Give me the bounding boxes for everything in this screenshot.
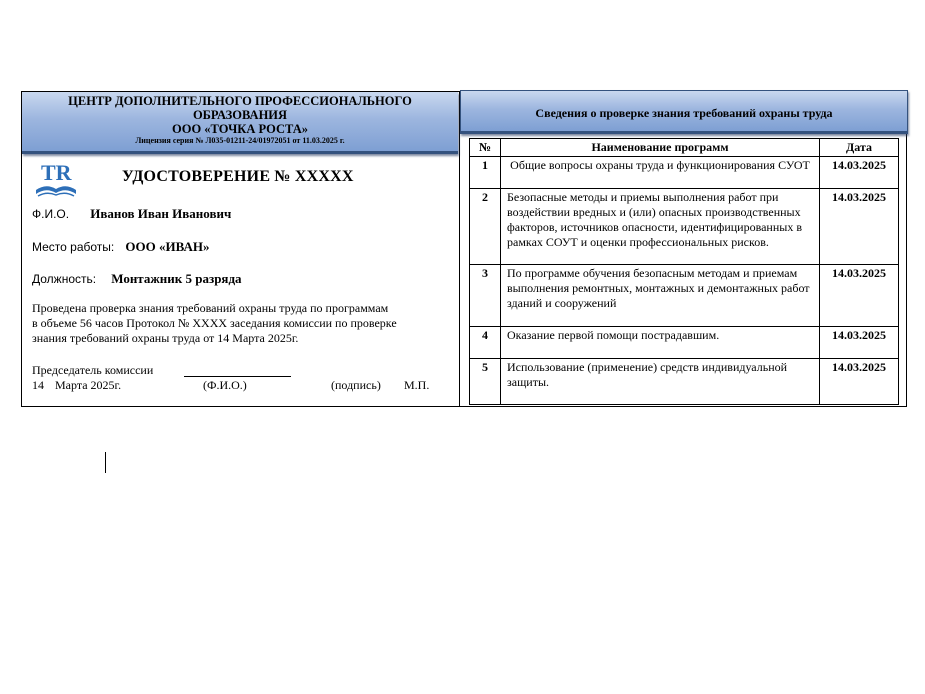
table-row: [470, 327, 899, 359]
org-name-line1: ЦЕНТР ДОПОЛНИТЕЛЬНОГО ПРОФЕССИОНАЛЬНОГО: [68, 94, 412, 108]
program-date: 14.03.2025: [820, 359, 899, 405]
table-header-row: [470, 139, 899, 157]
program-name: Безопасные методы и приемы выполнения работ при воздействии вредных и (или) опасных производственных факторов, источников опасности, идентифицированных в рамках СОУТ и оценки профессиональных рисков.: [501, 189, 820, 265]
signature-line: [184, 376, 291, 377]
position-value: Монтажник 5 разряда: [111, 271, 242, 286]
header-program-name: Наименование программ: [501, 139, 820, 157]
table-row: [470, 359, 899, 405]
right-header-title: Сведения о проверке знания требований охраны труда: [535, 106, 833, 120]
header-date: Дата: [820, 139, 899, 157]
work-value: ООО «ИВАН»: [125, 239, 210, 254]
program-name: Использование (применение) средств индивидуальной защиты.: [501, 359, 820, 405]
program-name: По программе обучения безопасным методам и приемам выполнения ремонтных, монтажных и демонтажных работ зданий и сооружений: [501, 265, 820, 327]
program-date: 14.03.2025: [820, 189, 899, 265]
verification-paragraph: [32, 301, 457, 346]
program-date: 14.03.2025: [820, 157, 899, 189]
row-number: 4: [470, 327, 501, 359]
org-name-line2: ОБРАЗОВАНИЯ: [192, 108, 288, 122]
row-number: 1: [470, 157, 501, 189]
paragraph-line3: знания требований охраны труда от 14 Марта 2025г.: [32, 331, 299, 345]
fio-row: [32, 206, 231, 222]
signature-caption: (подпись): [331, 378, 381, 392]
table-row: [470, 189, 899, 265]
position-label: Должность:: [32, 272, 97, 286]
license-text: Лицензия серия № Л035-01211-24/01972051 от 11.03.2025 г.: [135, 136, 345, 145]
table-row: [470, 157, 899, 189]
position-row: [32, 271, 242, 287]
date-row: [32, 378, 121, 393]
program-date: 14.03.2025: [820, 265, 899, 327]
header-number: №: [470, 139, 501, 157]
work-label: Место работы:: [32, 240, 115, 254]
logo-text: TR: [41, 160, 72, 185]
org-logo-icon: [32, 158, 80, 198]
programs-table: [469, 138, 899, 405]
program-date: 14.03.2025: [820, 327, 899, 359]
fio-caption: (Ф.И.О.): [203, 378, 247, 392]
date-day: 14: [32, 378, 44, 392]
certificate-card: [21, 91, 907, 407]
chair-label: Председатель комиссии: [32, 363, 154, 377]
paragraph-line1: Проведена проверка знания требований охраны труда по программам: [32, 301, 389, 315]
program-name: Оказание первой помощи пострадавшим.: [501, 327, 820, 359]
row-number: 2: [470, 189, 501, 265]
row-number: 3: [470, 265, 501, 327]
certificate-left-panel: [22, 92, 460, 406]
org-header-banner: [22, 92, 458, 154]
org-name-line3: ООО «ТОЧКА РОСТА»: [172, 122, 308, 136]
paragraph-line2: в объеме 56 часов Протокол № XXXX заседания комиссии по проверке: [32, 316, 397, 330]
fio-value: Иванов Иван Иванович: [90, 206, 232, 221]
program-name: Общие вопросы охраны труда и функционирования СУОТ: [501, 157, 820, 189]
date-month-year: Марта 2025г.: [55, 378, 122, 392]
work-row: [32, 239, 209, 255]
fio-label: Ф.И.О.: [32, 207, 70, 221]
right-header-banner: [460, 90, 908, 134]
stamp-place: М.П.: [404, 378, 430, 392]
row-number: 5: [470, 359, 501, 405]
text-cursor[interactable]: [105, 452, 106, 473]
table-row: [470, 265, 899, 327]
certificate-title: УДОСТОВЕРЕНИЕ № XXXXX: [122, 168, 354, 185]
